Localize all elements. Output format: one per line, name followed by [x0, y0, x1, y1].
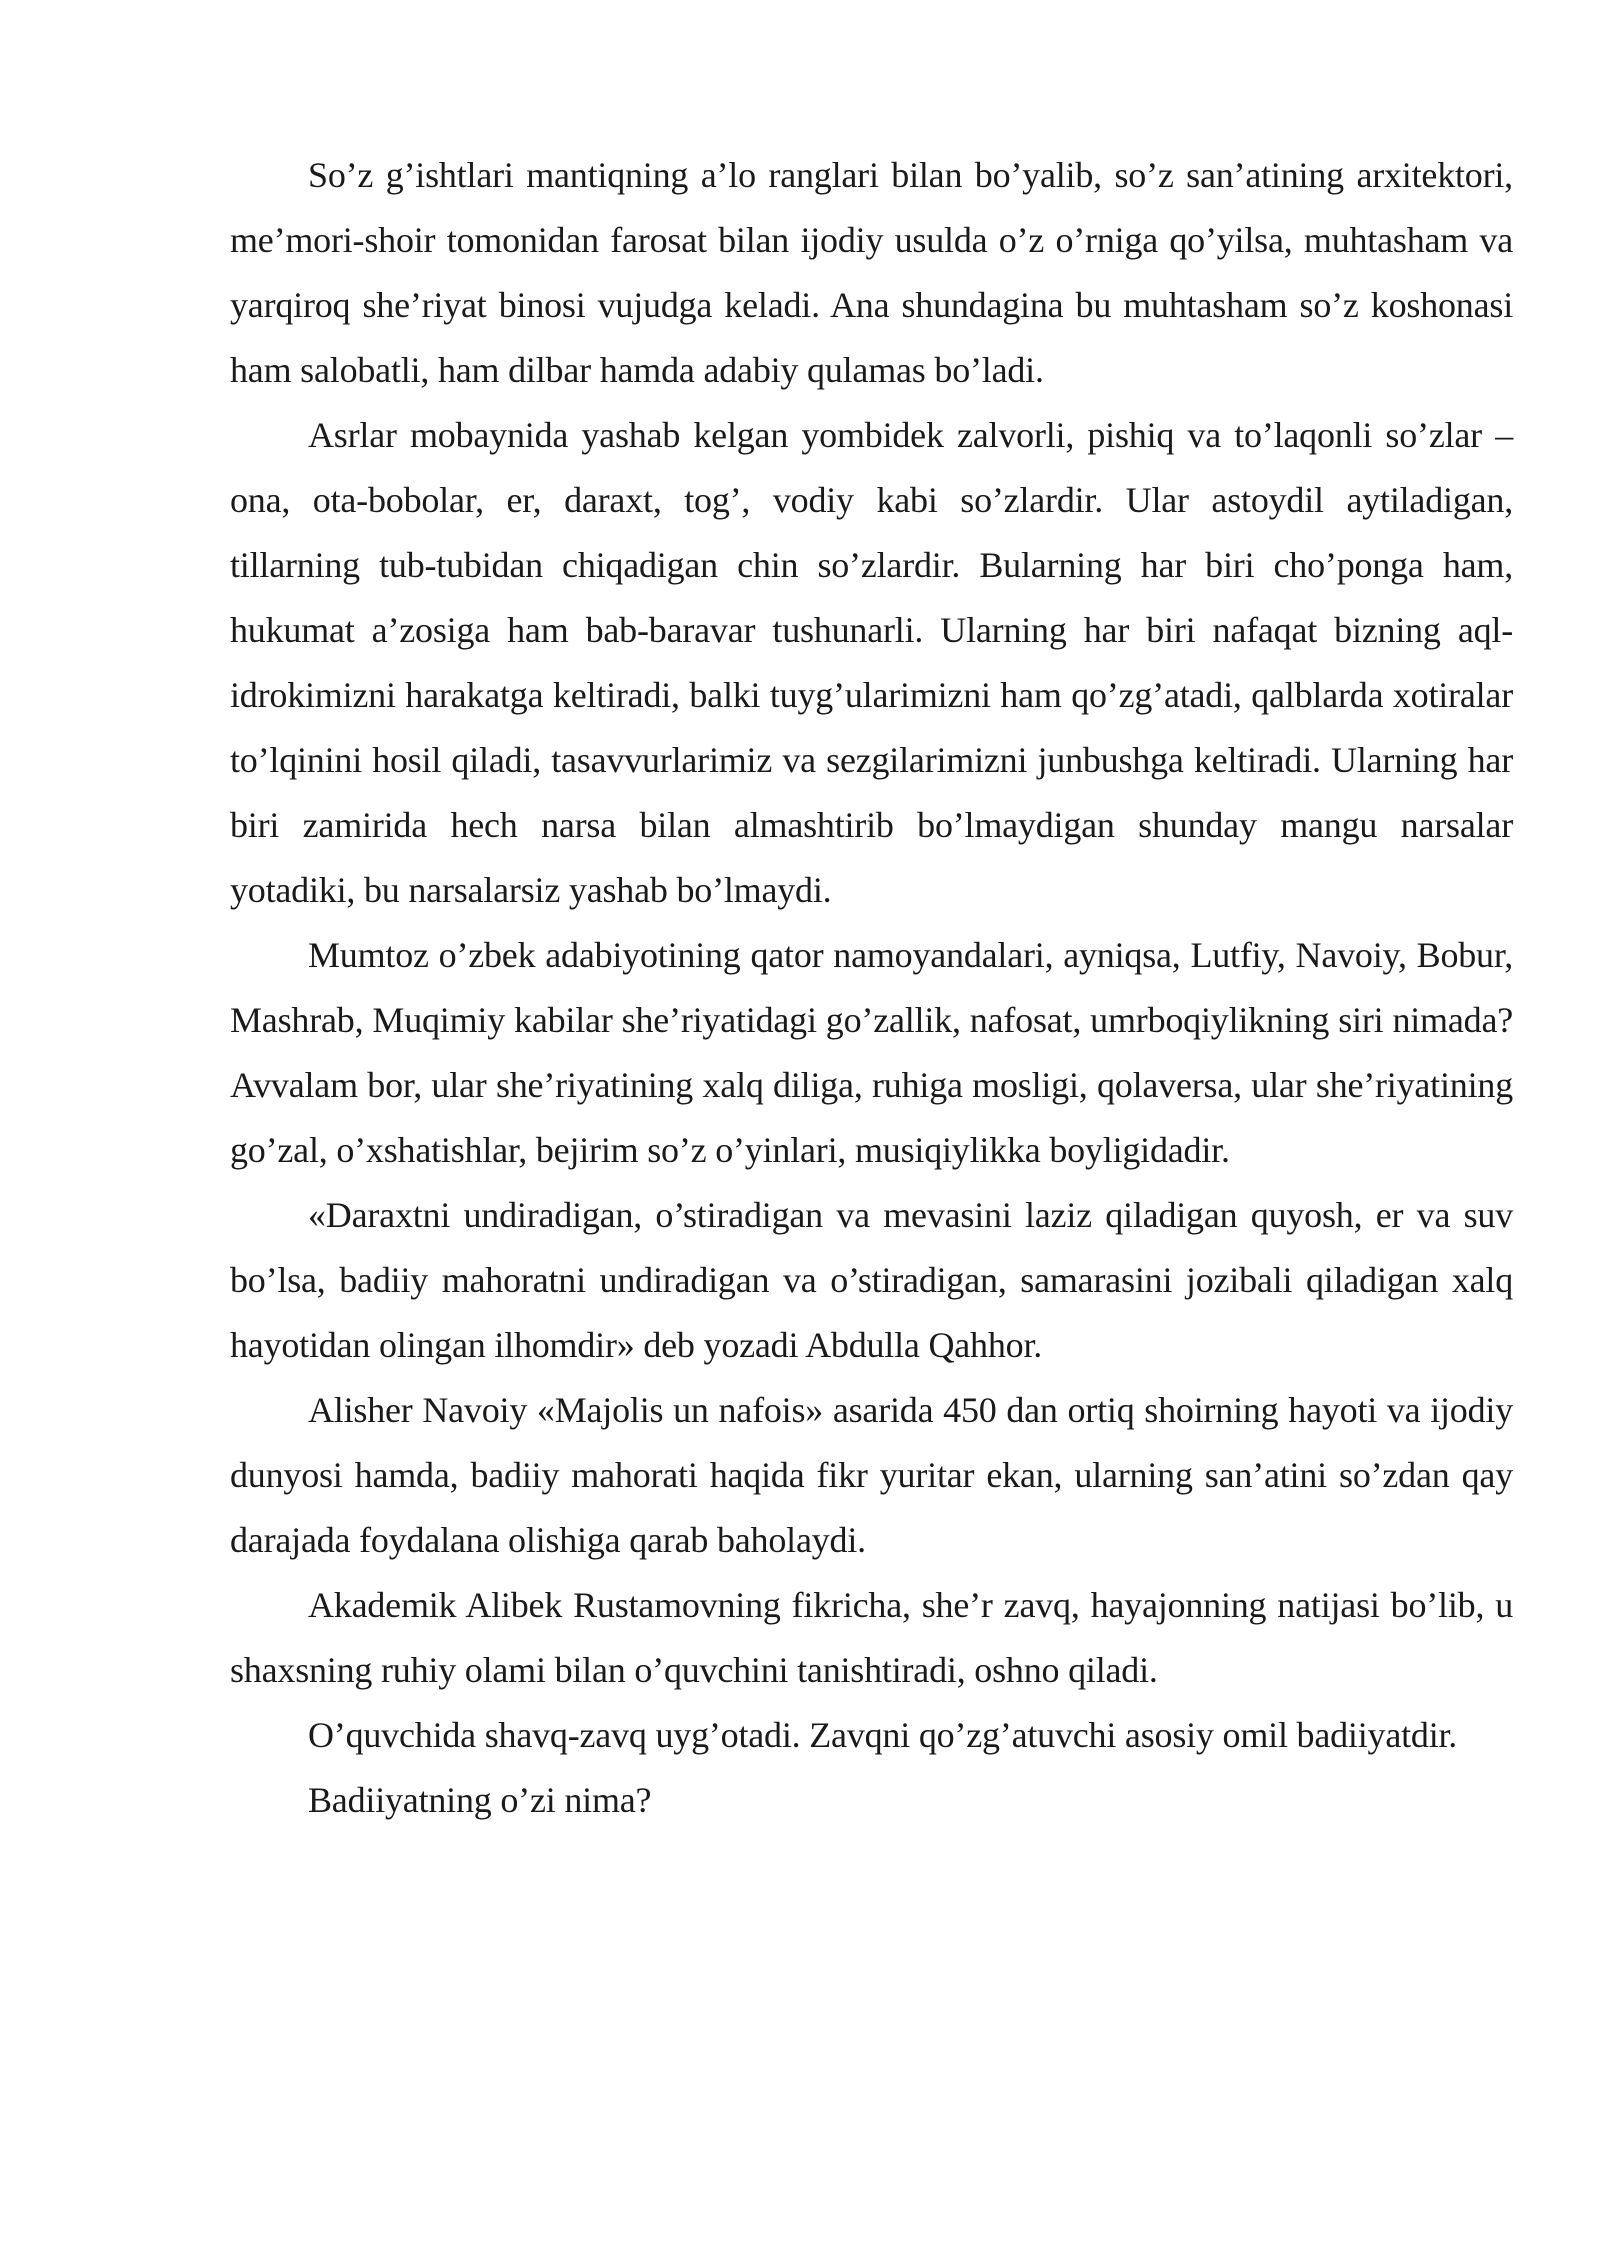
paragraph: «Daraxtni undiradigan, o’stiradigan va mevasini laziz qiladigan quyosh, er va suv bo’lsa, badiiy mahoratni undiradigan va o’stiradigan, samarasini jozibali qiladigan xalq hayotidan olingan ilhomdir» deb yozadi Abdulla Qahhor.: [230, 1195, 1513, 1365]
document-body: [230, 143, 1513, 1833]
paragraph: Akademik Alibek Rustamovning fikricha, she’r zavq, hayajonning natijasi bo’lib, u shaxsning ruhiy olami bilan o’quvchini tanishtiradi, oshno qiladi.: [230, 1585, 1513, 1690]
paragraph: O’quvchida shavq-zavq uyg’otadi. Zavqni qo’zg’atuvchi asosiy omil badiiyatdir.: [308, 1715, 1458, 1755]
paragraph: Badiiyatning o’zi nima?: [308, 1780, 652, 1820]
paragraph: Asrlar mobaynida yashab kelgan yombidek zalvorli, pishiq va to’laqonli so’zlar – ona, ota-bobolar, er, daraxt, tog’, vodiy kabi so’zlardir. Ular astoydil aytiladigan, tillarning tub-tubidan chiqadigan chin so’zlardir. Bularning har biri cho’ponga ham, hukumat a’zosiga ham bab-baravar tushunarli. Ularning har biri nafaqat bizning aql-idrokimizni harakatga keltiradi, balki tuyg’ularimizni ham qo’zg’atadi, qalblarda xotiralar to’lqinini hosil qiladi, tasavvurlarimiz va sezgilarimizni junbushga keltiradi. Ularning har biri zamirida hech narsa bilan almashtirib bo’lmaydigan shunday mangu narsalar yotadiki, bu narsalarsiz yashab bo’lmaydi.: [230, 415, 1513, 910]
paragraph: So’z g’ishtlari mantiqning a’lo ranglari bilan bo’yalib, so’z san’atining arxitektori, me’mori-shoir tomonidan farosat bilan ijodiy usulda o’z o’rniga qo’yilsa, muhtasham va yarqiroq she’riyat binosi vujudga keladi. Ana shundagina bu muhtasham so’z koshonasi ham salobatli, ham dilbar hamda adabiy qulamas bo’ladi.: [230, 155, 1513, 390]
paragraph: Mumtoz o’zbek adabiyotining qator namoyandalari, ayniqsa, Lutfiy, Navoiy, Bobur, Mashrab, Muqimiy kabilar she’riyatidagi go’zallik, nafosat, umrboqiylikning siri nimada? Avvalam bor, ular she’riyatining xalq diliga, ruhiga mosligi, qolaversa, ular she’riyatining go’zal, o’xshatishlar, bejirim so’z o’yinlari, musiqiylikka boyligidadir.: [230, 935, 1513, 1170]
paragraph: Alisher Navoiy «Majolis un nafois» asarida 450 dan ortiq shoirning hayoti va ijodiy dunyosi hamda, badiiy mahorati haqida fikr yuritar ekan, ularning san’atini so’zdan qay darajada foydalana olishiga qarab baholaydi.: [230, 1390, 1513, 1560]
